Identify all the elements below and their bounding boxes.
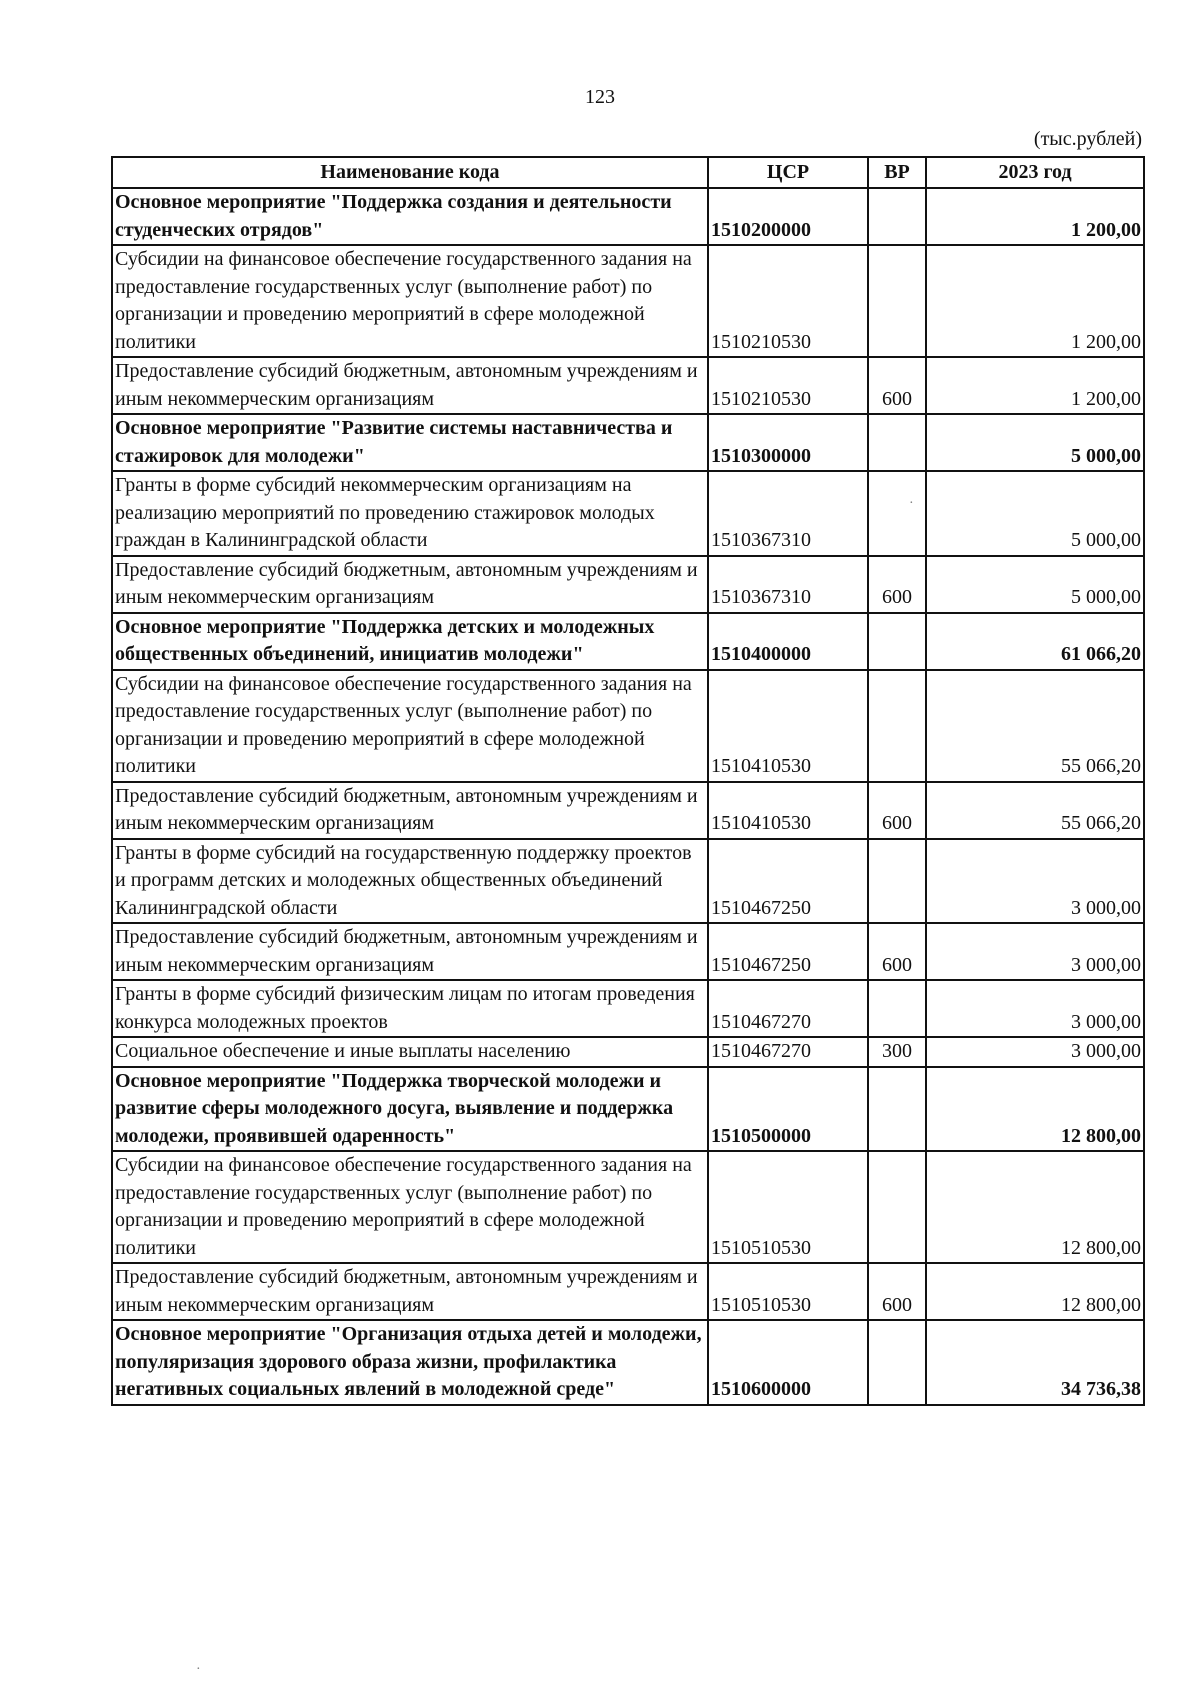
table-row	[112, 1320, 1144, 1405]
row-amount: 1 200,00	[926, 357, 1144, 414]
table-row	[112, 782, 1144, 839]
table-row	[112, 670, 1144, 782]
table-row	[112, 556, 1144, 613]
row-name: Предоставление субсидий бюджетным, автономным учреждениям и иным некоммерческим организациям	[112, 357, 708, 414]
row-amount: 3 000,00	[926, 923, 1144, 980]
row-name: Субсидии на финансовое обеспечение государственного задания на предоставление государственных услуг (выполнение работ) по организации и проведению мероприятий в сфере молодежной политики	[112, 1151, 708, 1263]
row-csr: 1510200000	[708, 188, 868, 245]
row-name: Основное мероприятие "Поддержка творческой молодежи и развитие сферы молодежного досуга, выявление и поддержка молодежи, проявившей одаренность"	[112, 1067, 708, 1152]
row-name: Основное мероприятие "Поддержка создания и деятельности студенческих отрядов"	[112, 188, 708, 245]
table-row	[112, 1067, 1144, 1152]
row-vr: 600	[868, 357, 926, 414]
row-name: Предоставление субсидий бюджетным, автономным учреждениям и иным некоммерческим организациям	[112, 923, 708, 980]
row-amount: 61 066,20	[926, 613, 1144, 670]
row-csr: 1510510530	[708, 1263, 868, 1320]
table-row	[112, 471, 1144, 556]
row-amount: 55 066,20	[926, 782, 1144, 839]
row-vr	[868, 1067, 926, 1152]
row-amount: 5 000,00	[926, 471, 1144, 556]
row-vr	[868, 245, 926, 357]
table-row	[112, 1037, 1144, 1067]
header-csr: ЦСР	[708, 157, 868, 188]
table-header-row	[112, 157, 1144, 188]
row-vr	[868, 414, 926, 471]
row-amount: 55 066,20	[926, 670, 1144, 782]
row-vr	[868, 613, 926, 670]
row-amount: 3 000,00	[926, 980, 1144, 1037]
row-csr: 1510300000	[708, 414, 868, 471]
row-amount: 12 800,00	[926, 1263, 1144, 1320]
row-csr: 1510410530	[708, 782, 868, 839]
table-row	[112, 188, 1144, 245]
row-name: Субсидии на финансовое обеспечение государственного задания на предоставление государственных услуг (выполнение работ) по организации и проведению мероприятий в сфере молодежной политики	[112, 670, 708, 782]
row-amount: 1 200,00	[926, 245, 1144, 357]
row-amount: 12 800,00	[926, 1151, 1144, 1263]
row-vr	[868, 1320, 926, 1405]
table-row	[112, 923, 1144, 980]
row-amount: 3 000,00	[926, 839, 1144, 924]
table-row	[112, 414, 1144, 471]
row-name: Основное мероприятие "Организация отдыха детей и молодежи, популяризация здорового образа жизни, профилактика негативных социальных явлений в молодежной среде"	[112, 1320, 708, 1405]
row-vr: 600	[868, 1263, 926, 1320]
row-csr: 1510367310	[708, 556, 868, 613]
row-amount: 5 000,00	[926, 556, 1144, 613]
row-csr: 1510467250	[708, 839, 868, 924]
header-year: 2023 год	[926, 157, 1144, 188]
row-name: Социальное обеспечение и иные выплаты населению	[112, 1037, 708, 1067]
row-vr: 600	[868, 782, 926, 839]
row-vr	[868, 1151, 926, 1263]
row-name: Субсидии на финансовое обеспечение государственного задания на предоставление государственных услуг (выполнение работ) по организации и проведению мероприятий в сфере молодежной политики	[112, 245, 708, 357]
row-name: Предоставление субсидий бюджетным, автономным учреждениям и иным некоммерческим организациям	[112, 1263, 708, 1320]
row-vr: 600	[868, 556, 926, 613]
row-name: Гранты в форме субсидий некоммерческим организациям на реализацию мероприятий по проведению стажировок молодых граждан в Калининградской области	[112, 471, 708, 556]
row-amount: 1 200,00	[926, 188, 1144, 245]
table-row	[112, 839, 1144, 924]
row-vr: 300	[868, 1037, 926, 1067]
row-name: Гранты в форме субсидий физическим лицам по итогам проведения конкурса молодежных проектов	[112, 980, 708, 1037]
row-vr	[868, 188, 926, 245]
row-csr: 1510410530	[708, 670, 868, 782]
row-vr	[868, 980, 926, 1037]
row-amount: 3 000,00	[926, 1037, 1144, 1067]
units-label: (тыс.рублей)	[1033, 128, 1142, 150]
table-row	[112, 980, 1144, 1037]
table-row	[112, 1151, 1144, 1263]
row-name: Основное мероприятие "Развитие системы наставничества и стажировок для молодежи"	[112, 414, 708, 471]
row-name: Гранты в форме субсидий на государственную поддержку проектов и программ детских и молодежных общественных объединений Калининградской области	[112, 839, 708, 924]
row-csr: 1510367310	[708, 471, 868, 556]
row-vr	[868, 670, 926, 782]
row-csr: 1510600000	[708, 1320, 868, 1405]
header-vr: ВР	[868, 157, 926, 188]
table-row	[112, 1263, 1144, 1320]
row-name: Основное мероприятие "Поддержка детских и молодежных общественных объединений, инициатив молодежи"	[112, 613, 708, 670]
table-row	[112, 357, 1144, 414]
row-csr: 1510210530	[708, 357, 868, 414]
row-vr	[868, 471, 926, 556]
row-vr: 600	[868, 923, 926, 980]
row-amount: 12 800,00	[926, 1067, 1144, 1152]
row-csr: 1510510530	[708, 1151, 868, 1263]
page-number: 123	[585, 86, 615, 108]
row-csr: 1510467270	[708, 1037, 868, 1067]
row-csr: 1510467270	[708, 980, 868, 1037]
row-name: Предоставление субсидий бюджетным, автономным учреждениям и иным некоммерческим организациям	[112, 556, 708, 613]
row-name: Предоставление субсидий бюджетным, автономным учреждениям и иным некоммерческим организациям	[112, 782, 708, 839]
row-amount: 5 000,00	[926, 414, 1144, 471]
row-vr	[868, 839, 926, 924]
row-csr: 1510210530	[708, 245, 868, 357]
budget-table	[111, 156, 1145, 1406]
row-csr: 1510400000	[708, 613, 868, 670]
row-csr: 1510500000	[708, 1067, 868, 1152]
table-row	[112, 245, 1144, 357]
header-name: Наименование кода	[112, 157, 708, 188]
scan-speck: ·	[909, 496, 914, 511]
scan-speck: ·	[196, 1662, 201, 1677]
row-csr: 1510467250	[708, 923, 868, 980]
table-row	[112, 613, 1144, 670]
row-amount: 34 736,38	[926, 1320, 1144, 1405]
